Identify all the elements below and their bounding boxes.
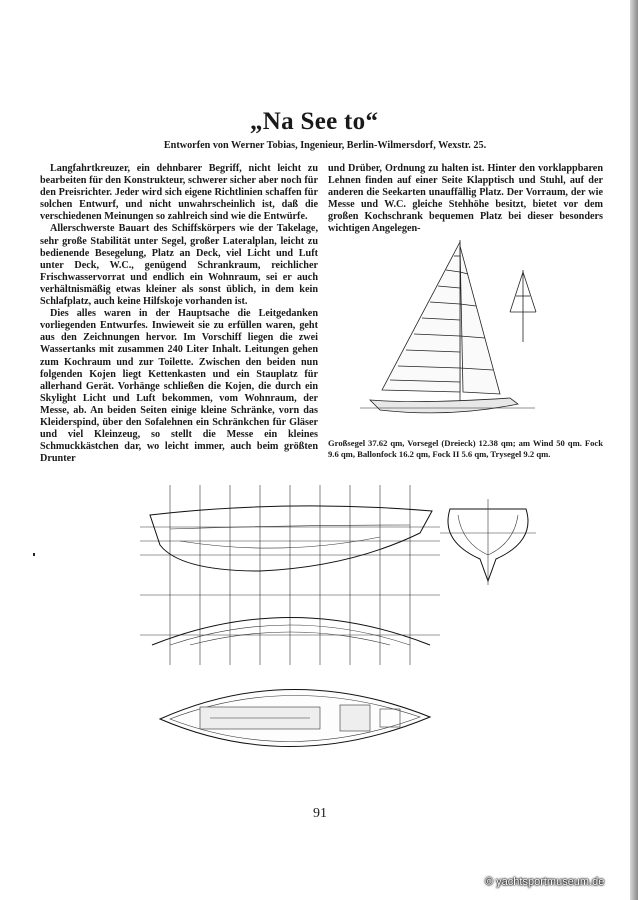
paragraph-1: Langfahrtkreuzer, ein dehnbarer Begriff, nicht leicht zu bearbeiten für den Konstrukteur, schwerer sicher aber noch für den Preisrichter. Jeder wird sich eigene Richtlinien schaffen für solchen Entwurf, und nicht unwahrscheinlich ist, daß die verschiedenen Meinungen so zahlreich sind wie die Entwürfe. [40, 163, 318, 223]
paragraph-2: Allerschwerste Bauart des Schiffskörpers wie der Takelage, sehr große Stabilität unter Segel, großer Lateralplan, leicht zu bedienende Besegelung, Platz an Deck, viel Licht und Luft unter Deck, W.C., genügend Schrankraum, reichlicher Frischwasservorrat und endlich ein Wohnraum, sei er auch verhältnismäßig etwas kleiner als sonst üblich, in dem kein Schlafplatz, auch keine Hilfskoje vorhanden ist. [40, 223, 318, 308]
lines-plan-drawing [140, 485, 570, 780]
paragraph-4: und Drüber, Ordnung zu halten ist. Hinter den vorklappbaren Lehnen finden auf einer Seite Klapptisch und Stuhl, auf der anderen die Seekarten unauffällig Platz. Der Vorraum, der wie Messe und W.C. gleiche Stehhöhe besitzt, bietet vor dem großen Kochschrank bequemen Platz bei dieser besonders wichtigen Angelegen- [328, 163, 603, 235]
watermark: © yachtsportmuseum.de [485, 876, 605, 888]
page-edge [630, 0, 638, 900]
right-column [328, 163, 603, 236]
paragraph-3: Dies alles waren in der Hauptsache die Leitgedanken vorliegenden Entwurfes. Inwieweit sie zu erfüllen waren, geht aus den Zeichnungen hervor. Im Vorschiff liegen die zwei Wassertanks mit zusammen 240 Liter Inhalt. Leitungen gehen zum Kochraum und zur Toilette. Zwischen den beiden nun folgenden Kojen liegt Kettenkasten und ein Stauplatz für allerhand Gerät. Vorhänge schließen die Kojen, die durch ein Skylight Licht und Luft bekommen, vom Wohnraum, der Messe, ab. An beiden Seiten einige kleine Schränke, vorn das Kleiderspind, über den Sofalehnen ein Schränkchen für Gläser und viel Kleinzeug, so stellt die Messe ein kleines Schmuckkästchen dar, wo leicht immer, auch beim größten Drunter [40, 308, 318, 465]
margin-mark [33, 553, 35, 556]
article-subtitle: Entworfen von Werner Tobias, Ingenieur, Berlin-Wilmersdorf, Wexstr. 25. [163, 140, 487, 151]
article-title: „Na See to“ [250, 108, 379, 135]
page-number: 91 [313, 806, 327, 821]
left-column [40, 163, 318, 465]
sail-areas-caption: Großsegel 37.62 qm, Vorsegel (Dreieck) 12.38 qm; am Wind 50 qm. Fock 9.6 qm, Ballonfock 16.2 qm, Fock II 5.6 qm, Trysegel 9.2 qm. [328, 438, 603, 459]
sail-plan-drawing [360, 232, 610, 432]
